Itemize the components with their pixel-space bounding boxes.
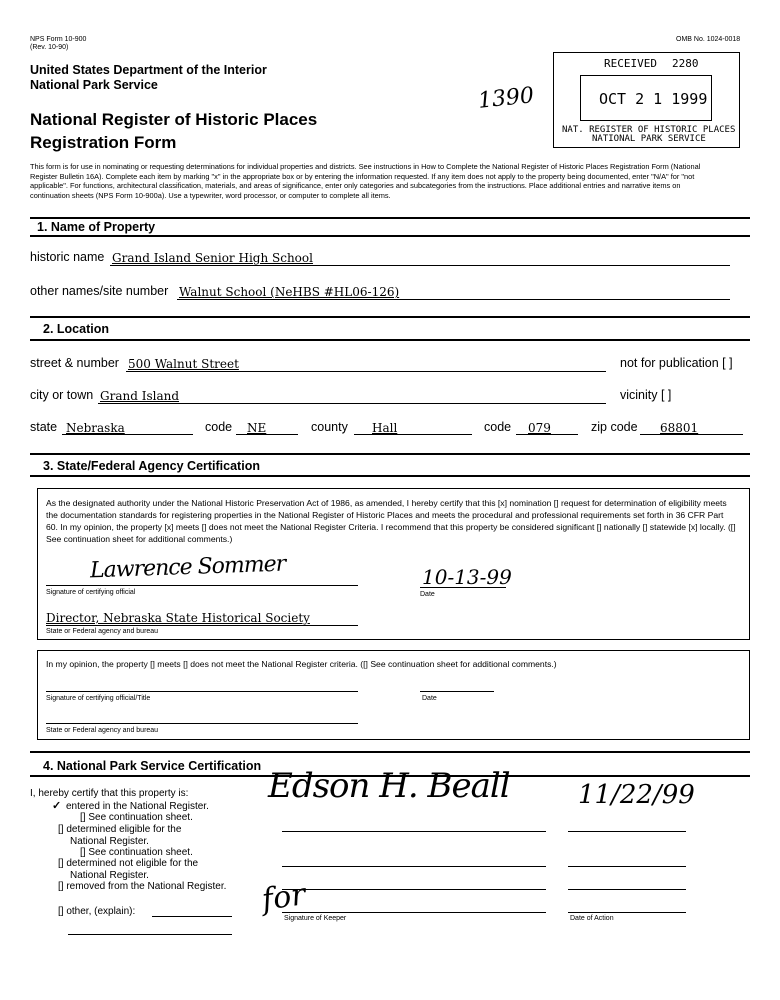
other-names-label: other names/site number <box>30 284 169 298</box>
stamp-date: OCT 2 1 1999 <box>599 90 708 108</box>
state-certification-box <box>37 488 750 640</box>
stamp-received-number: 2280 <box>672 57 699 70</box>
section-1-title: 1. Name of Property <box>37 220 156 234</box>
zip-label: zip code <box>591 420 638 434</box>
option-eligible-continuation[interactable]: [] See continuation sheet. <box>80 847 193 858</box>
form-subtitle: Registration Form <box>30 133 177 152</box>
historic-name-value[interactable]: Grand Island Senior High School <box>112 251 313 265</box>
certifying-signature: Lawrence Sommer <box>89 551 286 584</box>
date-label: Date <box>420 591 435 598</box>
keeper-signature-label: Signature of Keeper <box>284 915 347 922</box>
county-code-value[interactable]: 079 <box>528 421 551 435</box>
agency2-label: State or Federal agency and bureau <box>46 727 159 734</box>
option-removed[interactable]: [] removed from the National Register. <box>58 881 227 892</box>
signature-title-label: Signature of certifying official/Title <box>46 695 151 702</box>
other-names-value[interactable]: Walnut School (NeHBS #HL06-126) <box>179 285 400 299</box>
department-name: United States Department of the Interior <box>30 63 267 77</box>
agency-label: State or Federal agency and bureau <box>46 628 159 635</box>
opinion-text: In my opinion, the property [] meets [] does not meet the National Register criteria. ([] See continuation sheet for additional comments.) <box>46 659 557 669</box>
state-value[interactable]: Nebraska <box>66 421 125 435</box>
stamp-date-box <box>580 75 712 121</box>
county-label: county <box>311 420 348 434</box>
keeper-date: 11/22/99 <box>578 780 695 810</box>
section-2-title: 2. Location <box>43 322 109 336</box>
street-value[interactable]: 500 Walnut Street <box>128 357 239 371</box>
street-label: street & number <box>30 356 119 370</box>
signature-label: Signature of certifying official <box>46 589 136 596</box>
certification-text: As the designated authority under the National Historic Preservation Act of 1986, as amended, I hereby certify that this [x] nomination [] request for determination of eligibility meets the documentation standards for registering properties in the National Register of Historic Places and meets the procedural and professional requirements set forth in 36 CFR Part 60. In my opinion, the property [x] meets [] does not meet the National Register Criteria. I recommend that this property be considered significant [] nationally [] statewide [x] locally. ([] See continuation sheet for additional comments.) <box>46 498 736 544</box>
option-eligible[interactable]: [] determined eligible for the <box>58 824 182 835</box>
keeper-intro: I, hereby certify that this property is: <box>30 788 189 799</box>
service-name: National Park Service <box>30 78 158 92</box>
agency-value[interactable]: Director, Nebraska State Historical Society <box>46 611 310 625</box>
option-entered[interactable]: entered in the National Register. <box>66 801 209 812</box>
state-code-label: code <box>205 420 233 434</box>
not-for-publication[interactable]: not for publication [ ] <box>620 356 733 370</box>
county-value[interactable]: Hall <box>372 421 398 435</box>
option-not-eligible-line2: National Register. <box>70 870 149 881</box>
city-label: city or town <box>30 388 94 402</box>
option-eligible-line2: National Register. <box>70 836 149 847</box>
vicinity-checkbox[interactable]: vicinity [ ] <box>620 388 672 402</box>
keeper-initials: for <box>259 877 308 918</box>
omb-number: OMB No. 1024-0018 <box>676 36 741 43</box>
handwritten-number: 1390 <box>476 83 536 114</box>
form-title: National Register of Historic Places <box>30 110 318 129</box>
county-code-label: code <box>484 420 512 434</box>
form-number: NPS Form 10-900 <box>30 36 87 43</box>
entered-check-mark[interactable]: ✓ <box>52 800 62 812</box>
section-3-title: 3. State/Federal Agency Certification <box>43 459 260 473</box>
city-value[interactable]: Grand Island <box>100 389 180 403</box>
date-of-action-label: Date of Action <box>570 915 614 922</box>
form-revision: (Rev. 10-90) <box>30 44 69 51</box>
option-other[interactable]: [] other, (explain): <box>58 906 136 917</box>
historic-name-label: historic name <box>30 250 105 264</box>
opinion-box <box>37 650 750 740</box>
zip-value[interactable]: 68801 <box>660 421 699 435</box>
date2-label: Date <box>422 695 437 702</box>
state-label: state <box>30 420 58 434</box>
state-code-value[interactable]: NE <box>247 421 267 435</box>
form-instructions: This form is for use in nominating or requesting determinations for individual properties and districts. See instructions in How to Complete the National Register of Historic Places Registration Form (National Register Bulletin 16A). Complete each item by marking "x" in the appropriate box or by entering the information requested. If any item does not apply to the property being documented, enter "N/A" for "not applicable". For functions, architectural classification, materials, and areas of significance, enter only categories and subcategories from the instructions. Place additional entries and narrative items on continuation sheets (NPS Form 10-900a). Use a typewriter, word processor, or computer to complete all items. <box>30 162 701 200</box>
certifying-date: 10-13-99 <box>422 565 512 589</box>
option-entered-continuation[interactable]: [] See continuation sheet. <box>80 812 193 823</box>
keeper-signature: Edson H. Beall <box>268 766 510 806</box>
section-4-title: 4. National Park Service Certification <box>43 759 262 773</box>
stamp-line1: NAT. REGISTER OF HISTORIC PLACES <box>562 125 736 135</box>
stamp-line2: NATIONAL PARK SERVICE <box>592 134 706 144</box>
received-stamp <box>553 52 740 148</box>
stamp-received: RECEIVED <box>604 57 657 70</box>
option-not-eligible[interactable]: [] determined not eligible for the <box>58 858 199 869</box>
